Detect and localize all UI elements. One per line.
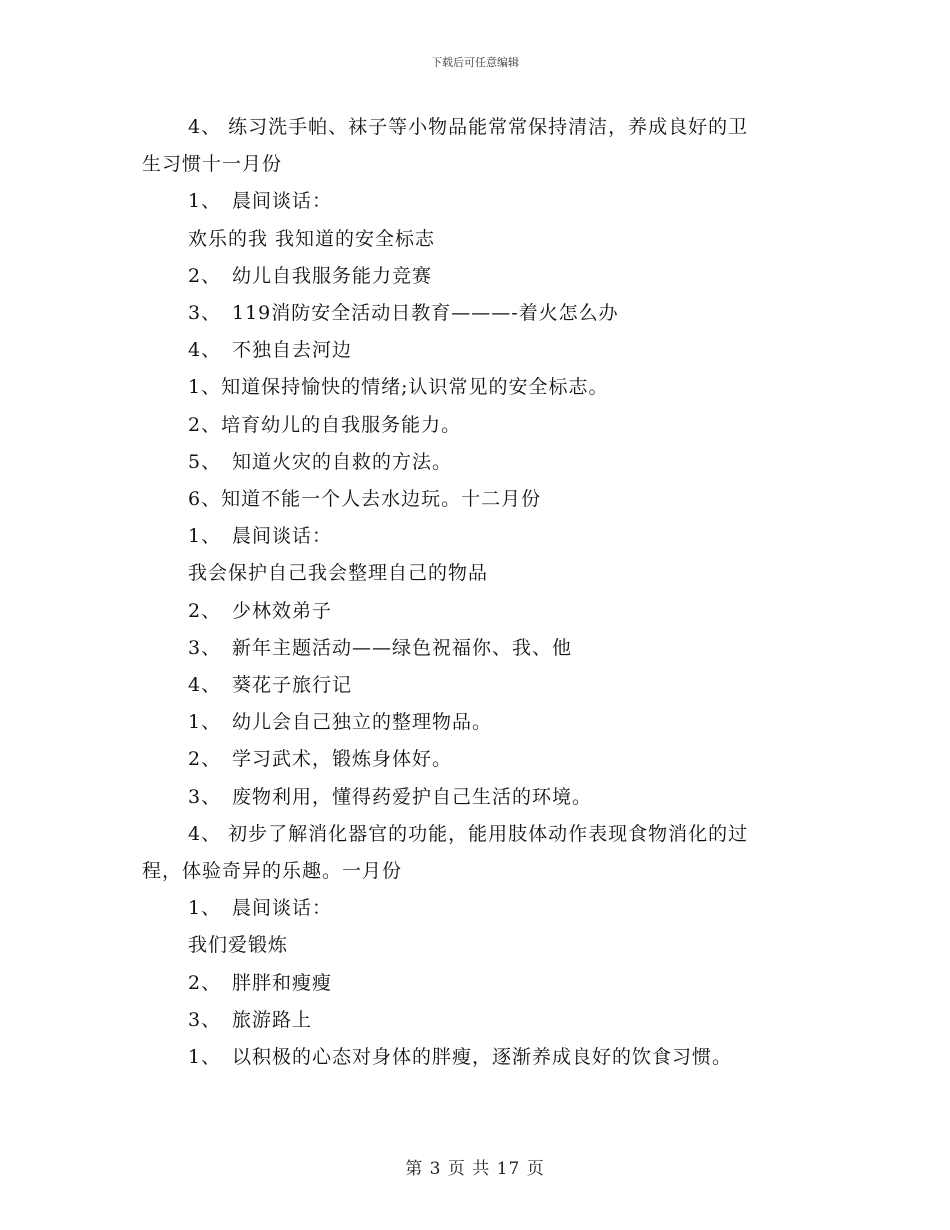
list-item: 4、 不独自去河边 xyxy=(142,332,802,369)
paragraph-line: 我们爱锻炼 xyxy=(188,934,289,957)
list-item: 1、 晨间谈话： xyxy=(142,890,802,927)
paragraph-line: 欢乐的我 我知道的安全标志 xyxy=(188,227,436,250)
paragraph-line: 4、 练习洗手帕、袜子等小物品能常常保持清洁，养成良好的卫 xyxy=(188,116,749,138)
list-number: 1、 xyxy=(188,1046,222,1069)
page-number-footer: 第 3 页 共 17 页 xyxy=(405,1159,545,1179)
list-item: 1、 以积极的心态对身体的胖瘦，逐渐养成良好的饮食习惯。 xyxy=(142,1039,802,1076)
list-item: 5、 知道火灾的自救的方法。 xyxy=(142,444,802,481)
list-item: 2、 胖胖和瘦瘦 xyxy=(142,965,802,1002)
paragraph-line: 生习惯十一月份 xyxy=(142,153,283,176)
list-number: 4、 xyxy=(188,674,222,697)
list-item: 4、 葵花子旅行记 xyxy=(142,667,802,704)
list-number: 1、 xyxy=(188,190,222,213)
list-number: 2、 xyxy=(188,264,222,287)
paragraph-line: 2、培育幼儿的自我服务能力。 xyxy=(188,413,462,436)
list-number: 1、 xyxy=(188,525,222,548)
list-item: 2、 少林效弟子 xyxy=(142,593,802,630)
list-number: 2、 xyxy=(188,748,222,771)
list-number: 3、 xyxy=(188,302,222,325)
list-number: 1、 xyxy=(188,711,222,734)
list-item: 2、 幼儿自我服务能力竞赛 xyxy=(142,258,802,295)
list-number: 2、 xyxy=(188,599,222,622)
list-item: 1、 幼儿会自己独立的整理物品。 xyxy=(142,704,802,741)
list-number: 1、 xyxy=(188,897,222,920)
paragraph-line: 6、知道不能一个人去水边玩。十二月份 xyxy=(188,488,542,511)
list-item: 3、 旅游路上 xyxy=(142,1002,802,1039)
paragraph-line: 我会保护自己我会整理自己的物品 xyxy=(188,562,489,585)
list-number: 3、 xyxy=(188,785,222,808)
document-body xyxy=(142,109,802,1076)
list-item: 1、 晨间谈话： xyxy=(142,518,802,555)
list-item: 3、 新年主题活动——绿色祝福你、我、他 xyxy=(142,630,802,667)
list-number: 3、 xyxy=(188,636,222,659)
list-item: 3、 废物利用，懂得药爱护自己生活的环境。 xyxy=(142,779,802,816)
list-number: 2、 xyxy=(188,971,222,994)
list-number: 4、 xyxy=(188,339,222,362)
list-item: 2、 学习武术，锻炼身体好。 xyxy=(142,741,802,778)
list-item: 1、 晨间谈话： xyxy=(142,183,802,220)
header-note: 下载后可任意编辑 xyxy=(431,56,519,69)
list-number: 5、 xyxy=(188,450,222,473)
paragraph-line: 1、知道保持愉快的情绪;认识常见的安全标志。 xyxy=(188,376,609,399)
paragraph-line: 程，体验奇异的乐趣。一月份 xyxy=(142,860,403,883)
paragraph-line: 4、 初步了解消化器官的功能，能用肢体动作表现食物消化的过 xyxy=(188,822,749,845)
list-number: 3、 xyxy=(188,1008,222,1031)
list-item: 3、 119消防安全活动日教育———-着火怎么办 xyxy=(142,295,802,332)
